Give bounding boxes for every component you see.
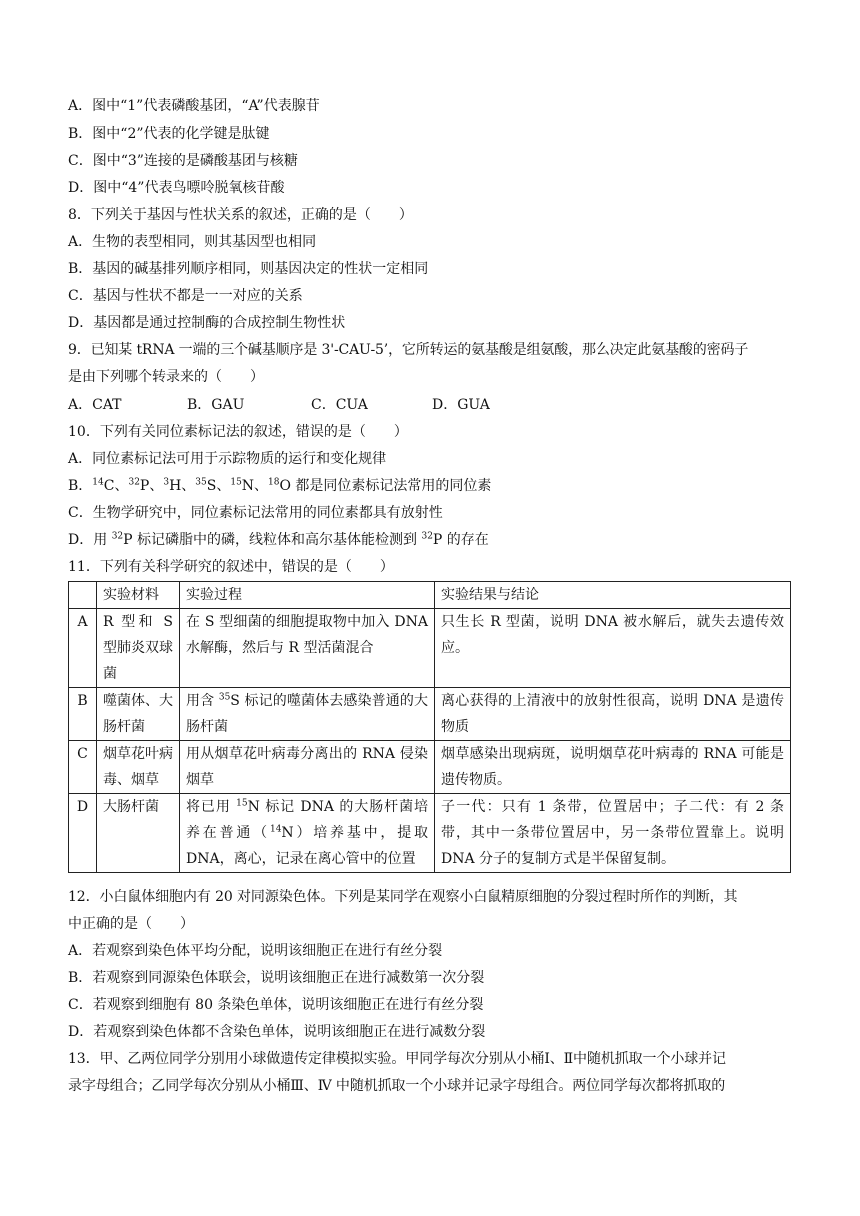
isotope-mass: 35 (195, 477, 207, 488)
q12-option-b: B．若观察到同源染色体联会，说明该细胞正在进行减数第一次分裂 (68, 970, 485, 986)
isotope (128, 478, 163, 494)
q8-option-d: D．基因都是通过控制酶的合成控制生物性状 (68, 315, 346, 331)
separator: 、 (181, 478, 196, 494)
process-text: 将已用 (186, 799, 237, 815)
table-header-cell: 实验结果与结论 (435, 582, 791, 609)
q11-table (68, 581, 791, 873)
q7-option-b: B．图中“2”代表的化学键是肽键 (68, 126, 270, 142)
result-cell: 离心获得的上清液中的放射性很高，说明 DNA 是遗传物质 (435, 688, 791, 741)
process-cell: 在 S 型细菌的细胞提取物中加入 DNA 水解酶，然后与 R 型活菌混合 (180, 609, 435, 688)
q8-option-b: B．基因的碱基排列顺序相同，则基因决定的性状一定相同 (68, 261, 429, 277)
isotope-mass: 35 (218, 692, 231, 703)
separator: 、 (254, 478, 269, 494)
isotope-mass: 18 (268, 477, 280, 488)
q10-option-d (68, 530, 798, 550)
q7-option-c: C．图中“3”连接的是磷酸基团与核糖 (68, 153, 298, 169)
isotope-mass: 15 (230, 477, 242, 488)
separator: 、 (149, 478, 164, 494)
isotope (92, 478, 128, 494)
q8-stem: 8．下列关于基因与性状关系的叙述，正确的是（ ） (68, 207, 413, 223)
row-label: D (69, 794, 97, 873)
q12-stem-line1: 12．小白鼠体细胞内有 20 对同源染色体。下列是某同学在观察小白鼠精原细胞的分裂过程时所作的判断，其 (68, 889, 738, 905)
q13-line2: 录字母组合；乙同学每次分别从小桶Ⅲ、Ⅳ 中随机抓取一个小球并记录字母组合。两位同学每次都将抓取的 (68, 1078, 726, 1094)
isotope (163, 478, 195, 494)
material-cell: 噬菌体、大肠杆菌 (97, 688, 180, 741)
isotope-mass: 32 (128, 477, 140, 488)
q10-option-d-text: D．用 (68, 532, 112, 548)
q8-option-c: C．基因与性状不都是一一对应的关系 (68, 288, 303, 304)
table-row (69, 741, 791, 794)
material-cell: R 型和 S 型肺炎双球菌 (97, 609, 180, 688)
isotope-mass: 32 (421, 531, 433, 542)
separator: 、 (216, 478, 231, 494)
process-text: S 标记的噬菌体去感染普通的大肠杆菌 (186, 693, 429, 735)
process-cell: 用从烟草花叶病毒分离出的 RNA 侵染烟草 (180, 741, 435, 794)
isotope-symbol: S (206, 478, 217, 494)
q10-option-a: A．同位素标记法可用于示踪物质的运行和变化规律 (68, 451, 387, 467)
process-text: 用含 (186, 693, 219, 709)
row-label: B (69, 688, 97, 741)
q9-options (68, 395, 798, 415)
process-cell (180, 688, 435, 741)
q12-option-c: C．若观察到细胞有 80 条染色单体，说明该细胞正在进行有丝分裂 (68, 997, 484, 1013)
isotope-symbol: O (279, 478, 291, 494)
material-cell: 烟草花叶病毒、烟草 (97, 741, 180, 794)
material-cell: 大肠杆菌 (97, 794, 180, 873)
q10-option-b (68, 476, 798, 496)
row-label: A (69, 609, 97, 688)
table-header-row (69, 582, 791, 609)
q9-option-c: C．CUA (311, 397, 368, 413)
isotope-mass: 14 (269, 824, 282, 835)
q7-option-d: D．图中“4”代表鸟嘌呤脱氧核苷酸 (68, 180, 285, 196)
q13-line1: 13．甲、乙两位同学分别用小球做遗传定律模拟实验。甲同学每次分别从小桶Ⅰ、Ⅱ中随机抓取一个小球并记 (68, 1051, 726, 1067)
result-cell: 子一代：只有 1 条带，位置居中；子二代：有 2 条带，其中一条带位置居中，另一条带位置靠上。说明 DNA 分子的复制方式是半保留复制。 (435, 794, 791, 873)
q9-option-a: A．CAT (68, 397, 122, 413)
table-row (69, 609, 791, 688)
isotope (230, 478, 268, 494)
q9-option-d: D．GUA (432, 397, 490, 413)
isotope-mass: 3 (163, 477, 170, 488)
q9-stem-line1: 9．已知某 tRNA 一端的三个碱基顺序是 3'-CAU-5’，它所转运的氨基酸是组氨酸，那么决定此氨基酸的密码子 (68, 342, 749, 358)
q12-option-a: A．若观察到染色体平均分配，说明该细胞正在进行有丝分裂 (68, 943, 443, 959)
process-cell (180, 794, 435, 873)
q7-option-a: A．图中“1”代表磷酸基团，“A”代表腺苷 (68, 98, 320, 114)
q8-option-a: A．生物的表型相同，则其基因型也相同 (68, 234, 317, 250)
table-header-cell (69, 582, 97, 609)
table-header-cell: 实验过程 (180, 582, 435, 609)
isotope (268, 478, 291, 494)
q10-option-b-prefix: B． (68, 478, 93, 494)
isotope-mass: 14 (92, 477, 104, 488)
isotope (195, 478, 230, 494)
q10-option-d-text: P 的存在 (432, 532, 489, 548)
q10-stem: 10．下列有关同位素标记法的叙述，错误的是（ ） (68, 424, 408, 440)
q10-option-c: C．生物学研究中，同位素标记法常用的同位素都具有放射性 (68, 505, 443, 521)
table-row (69, 688, 791, 741)
table-header-cell: 实验材料 (97, 582, 180, 609)
result-cell: 烟草感染出现病斑，说明烟草花叶病毒的 RNA 可能是遗传物质。 (435, 741, 791, 794)
isotope-symbol: P (139, 478, 150, 494)
row-label: C (69, 741, 97, 794)
q12-option-d: D．若观察到染色体都不含染色单体，说明该细胞正在进行减数分裂 (68, 1024, 486, 1040)
q11-stem: 11．下列有关科学研究的叙述中，错误的是（ ） (68, 559, 394, 575)
q9-stem-line2: 是由下列哪个转录来的（ ） (68, 369, 264, 385)
isotope-mass: 15 (236, 798, 248, 809)
process-text: N 标记 DNA 的大肠杆菌培养在普通（ (186, 799, 428, 841)
isotope-symbol: N (241, 478, 255, 494)
separator: 、 (114, 478, 129, 494)
table-row (69, 794, 791, 873)
q10-option-d-text: P 标记磷脂中的磷，线粒体和高尔基体能检测到 (123, 532, 422, 548)
isotope-symbol: H (169, 478, 182, 494)
isotope-symbol: C (103, 478, 115, 494)
isotope-mass: 32 (111, 531, 124, 542)
process-text: N）培养基中，提取 DNA，离心，记录在离心管中的位置 (186, 825, 429, 867)
q9-option-b: B．GAU (187, 397, 245, 413)
q12-stem-line2: 中正确的是（ ） (68, 916, 194, 932)
q10-option-b-suffix: 都是同位素标记法常用的同位素 (290, 478, 492, 494)
result-cell: 只生长 R 型菌，说明 DNA 被水解后，就失去遗传效应。 (435, 609, 791, 688)
